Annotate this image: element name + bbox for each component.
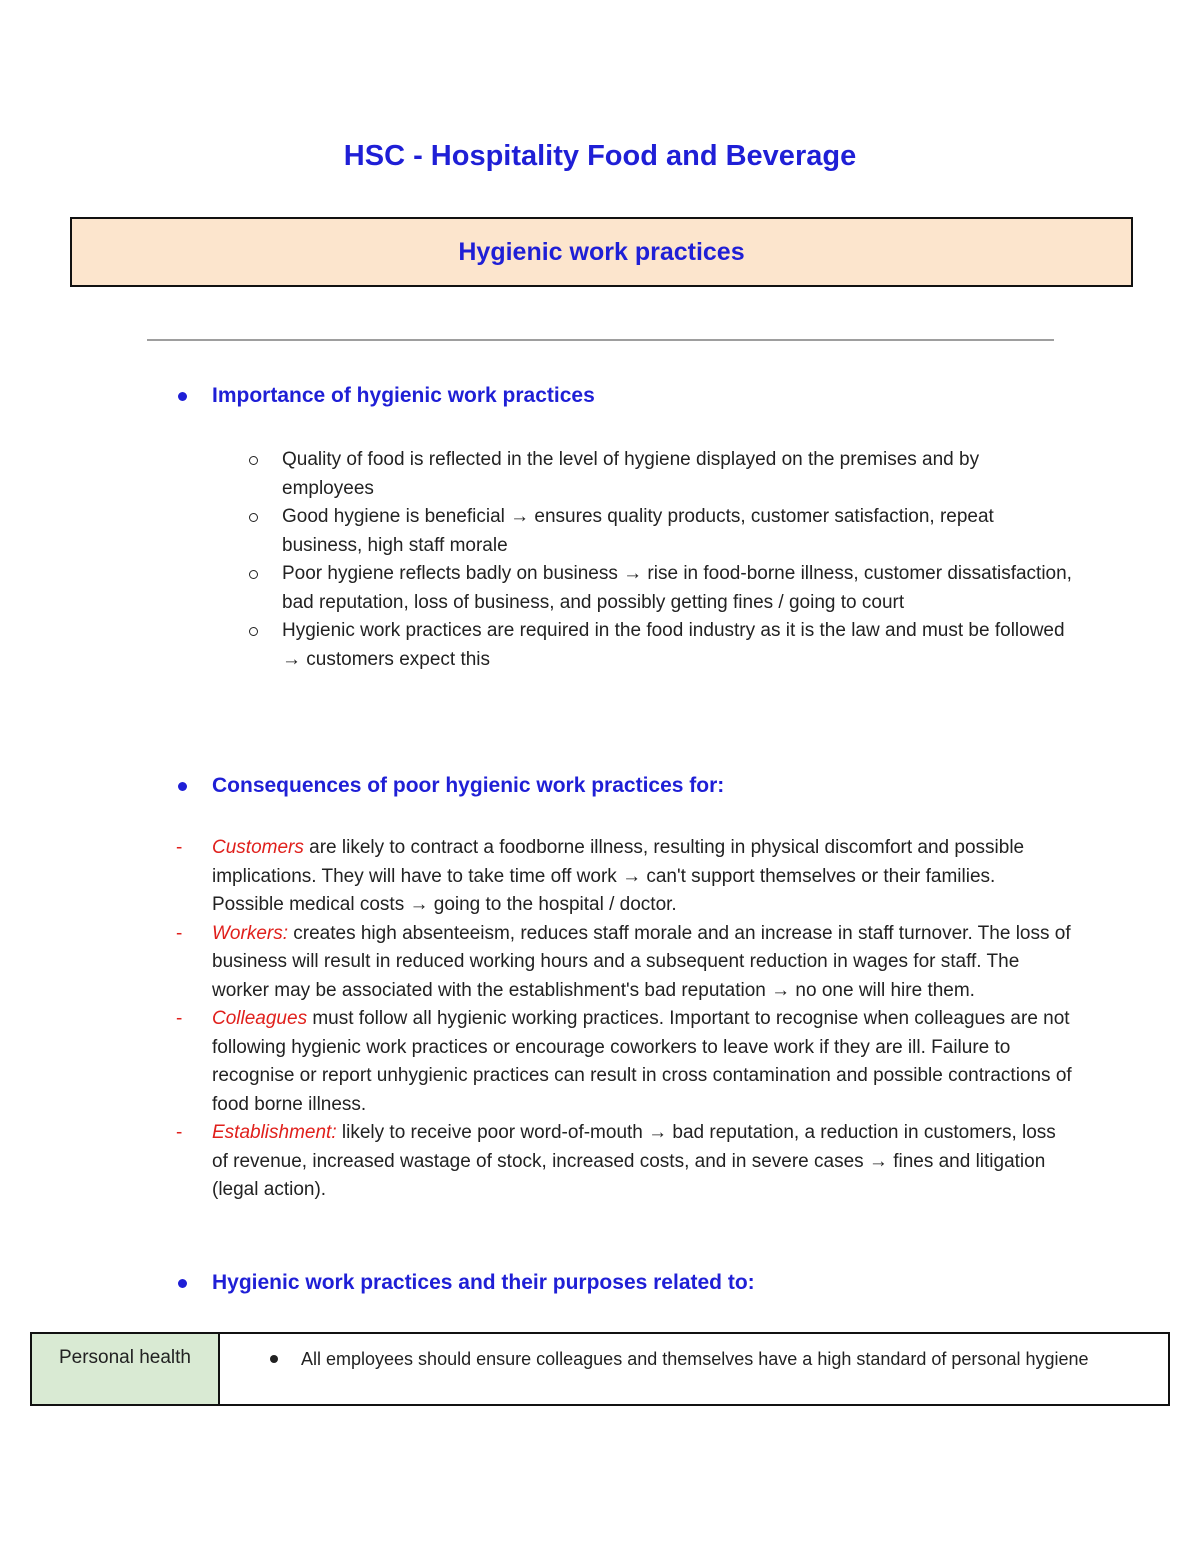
circle-bullet-icon: [249, 456, 258, 465]
category-cell: Personal health: [31, 1333, 219, 1405]
dash-bullet-icon: -: [176, 922, 183, 944]
table-row: [31, 1333, 1169, 1405]
bullet-icon: [178, 1279, 187, 1288]
circle-bullet-icon: [249, 570, 258, 579]
importance-heading: [212, 384, 595, 408]
consequences-list: [176, 834, 1072, 1205]
purposes-heading-text: Hygienic work practices and their purposes related to:: [212, 1271, 755, 1294]
horizontal-divider: [147, 339, 1054, 341]
list-item: - Establishment: likely to receive poor word-of-mouth → bad reputation, a reduction in customers, loss of revenue, increased wastage of stock, increased costs, and in severe cases → fines and litigation (legal action).: [212, 1119, 1072, 1205]
consequence-term: Colleagues: [212, 1008, 308, 1029]
consequence-term: Customers: [212, 837, 304, 858]
consequences-heading: [212, 774, 724, 798]
description-cell: All employees should ensure colleagues and themselves have a high standard of personal hygiene: [219, 1333, 1169, 1405]
consequence-term: Establishment:: [212, 1122, 337, 1143]
list-item: - Customers are likely to contract a foodborne illness, resulting in physical discomfort and possible implications. They will have to take time off work → can't support themselves or their families. Possible medical costs → going to the hospital / doctor.: [212, 834, 1072, 920]
purposes-table: [30, 1332, 1170, 1406]
consequence-term: Workers:: [212, 922, 288, 944]
circle-bullet-icon: [249, 627, 258, 636]
document-title: HSC - Hospitality Food and Beverage: [343, 140, 857, 172]
dash-bullet-icon: -: [176, 837, 183, 858]
circle-bullet-icon: [249, 513, 258, 522]
list-item: Good hygiene is beneficial → ensures quality products, customer satisfaction, repeat business, high staff morale: [282, 503, 1072, 560]
section-title: Hygienic work practices: [458, 237, 745, 266]
consequences-heading-text: Consequences of poor hygienic work practices for:: [212, 774, 725, 797]
importance-list: [282, 446, 1072, 674]
section-title-box: [70, 217, 1133, 287]
importance-heading-text: Importance of hygienic work practices: [212, 384, 595, 407]
bullet-icon: [178, 782, 187, 791]
bullet-icon: [270, 1355, 278, 1363]
dash-bullet-icon: -: [176, 1122, 183, 1143]
list-item: Poor hygiene reflects badly on business → rise in food-borne illness, customer dissatisfaction, bad reputation, loss of business, and possibly getting fines / going to court: [282, 560, 1072, 617]
dash-bullet-icon: -: [176, 1008, 183, 1029]
list-item: Quality of food is reflected in the level of hygiene displayed on the premises and by employees: [282, 446, 1072, 503]
list-item: - Colleagues must follow all hygienic working practices. Important to recognise when colleagues are not following hygienic work practices or encourage coworkers to leave work if they are ill. Failure to recognise or report unhygienic practices can result in cross contamination and possible contractions of food borne illness.: [212, 1005, 1072, 1119]
list-item: - Workers: creates high absenteeism, reduces staff morale and an increase in staff turnover. The loss of business will result in reduced working hours and a subsequent reduction in wages for staff. The worker may be associated with the establishment's bad reputation → no one will hire them.: [212, 920, 1072, 1006]
bullet-icon: [178, 392, 187, 401]
purposes-heading: [212, 1271, 755, 1295]
list-item: Hygienic work practices are required in the food industry as it is the law and must be followed → customers expect this: [282, 617, 1072, 674]
